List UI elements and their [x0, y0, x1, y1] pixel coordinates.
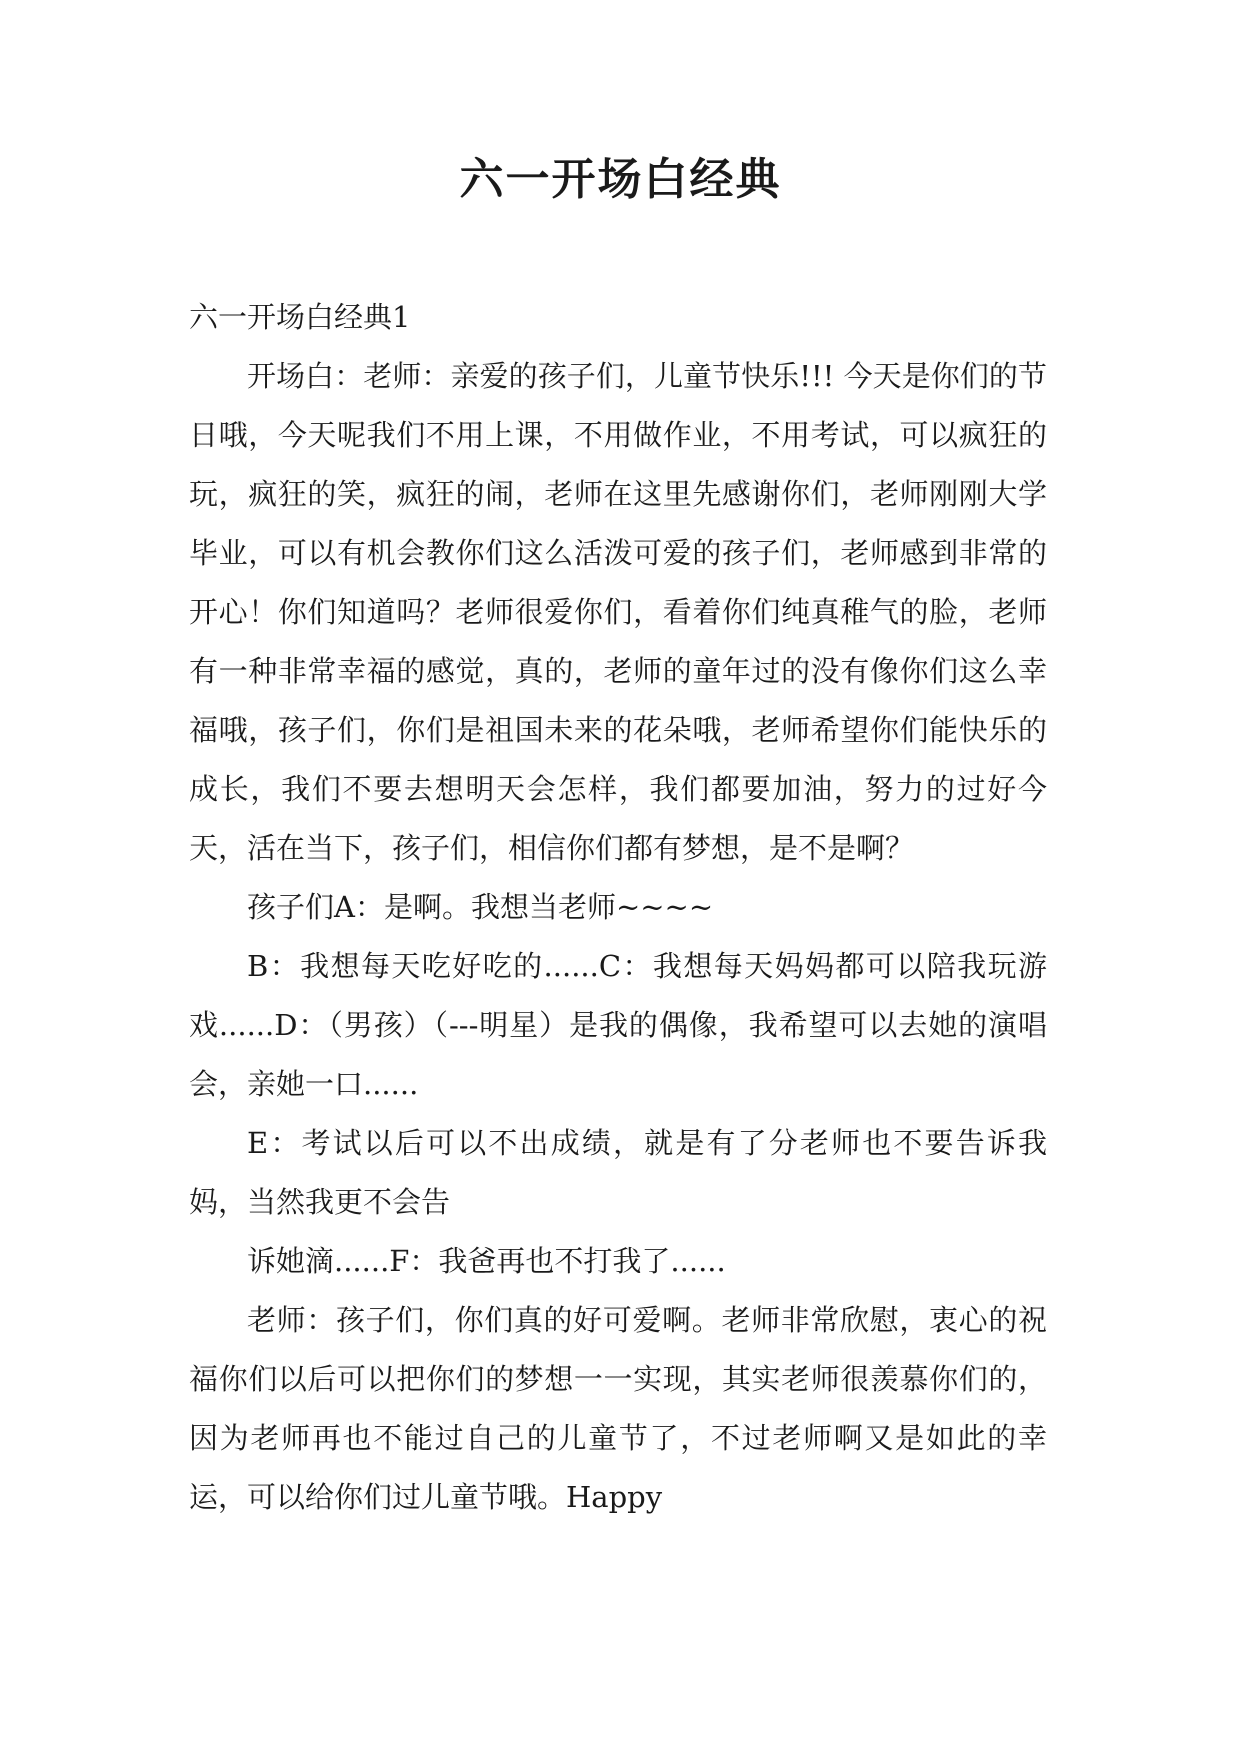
paragraph-child-e: E：考试以后可以不出成绩，就是有了分老师也不要告诉我妈，当然我更不会告 [189, 1126, 1047, 1219]
document-body [189, 288, 1047, 1527]
paragraph-opening-speech: 开场白：老师：亲爱的孩子们，儿童节快乐!!! 今天是你们的节日哦，今天呢我们不用上课，不用做作业，不用考试，可以疯狂的玩，疯狂的笑，疯狂的闹，老师在这里先感谢你们，老师刚刚大学毕业，可以有机会教你们这么活泼可爱的孩子们，老师感到非常的开心！你们知道吗？老师很爱你们，看着你们纯真稚气的脸，老师有一种非常幸福的感觉，真的，老师的童年过的没有像你们这么幸福哦，孩子们，你们是祖国未来的花朵哦，老师希望你们能快乐的成长，我们不要去想明天会怎样，我们都要加油，努力的过好今天，活在当下，孩子们，相信你们都有梦想，是不是啊？ [189, 359, 1047, 865]
paragraph-child-f: 诉她滴......F：我爸再也不打我了...... [247, 1244, 726, 1278]
document-title: 六一开场白经典 [459, 154, 782, 205]
paragraph-teacher-reply: 老师：孩子们，你们真的好可爱啊。老师非常欣慰，衷心的祝福你们以后可以把你们的梦想一一实现，其实老师很羡慕你们的，因为老师再也不能过自己的儿童节了，不过老师啊又是如此的幸运，可以给你们过儿童节哦。Happy [189, 1303, 1047, 1514]
paragraph-child-a: 孩子们A：是啊。我想当老师~~~~ [247, 890, 714, 924]
paragraph-children-b-c-d: B：我想每天吃好吃的......C：我想每天妈妈都可以陪我玩游戏......D：（男孩）（---明星）是我的偶像，我希望可以去她的演唱会，亲她一口...... [189, 949, 1047, 1101]
section-heading: 六一开场白经典1 [189, 300, 411, 334]
